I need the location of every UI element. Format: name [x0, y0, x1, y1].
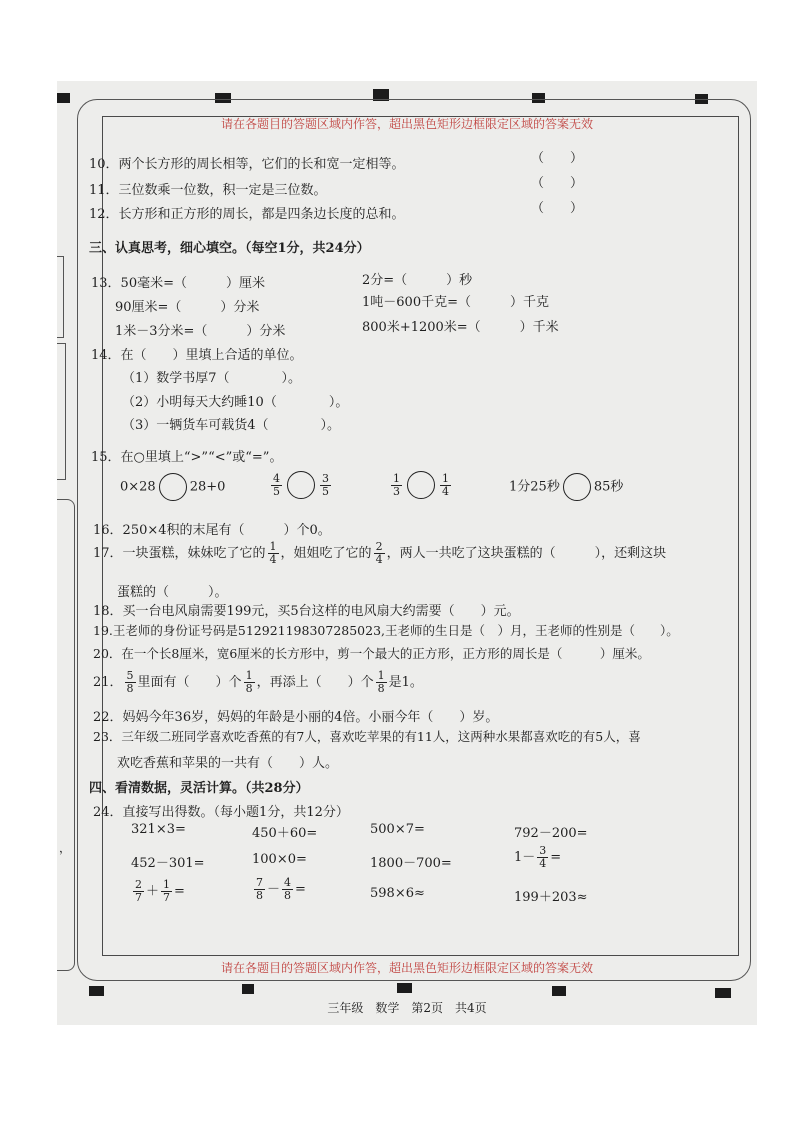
registration-mark [242, 984, 254, 994]
q15-compare-3 [389, 471, 453, 499]
q23-line2: 欢吃香蕉和苹果的一共有（ ）人。 [117, 756, 339, 771]
q17-text: 17．一块蛋糕，妹妹吃了它的 [93, 546, 266, 561]
fraction: $\frac{1}{8}$ [377, 669, 385, 695]
q15-e1-left: 0×28 [120, 479, 156, 495]
section-3-heading: 三、认真思考，细心填空。（每空1分，共24分） [89, 241, 370, 256]
calc-item-fraction [514, 845, 561, 870]
page-footer: 三年级 数学 第2页 共4页 [327, 1001, 487, 1015]
calc-text: 1－ [514, 850, 536, 865]
calc-text: = [550, 850, 562, 865]
q17-line2: 蛋糕的（ ）。 [117, 585, 228, 600]
q13-row2a: 90厘米=（ ）分米 [115, 300, 260, 315]
calc-item-fraction: $\frac{7}{8}$ － $\frac{4}{8}$ = [256, 876, 306, 902]
fraction: $\frac{1}{4}$ [442, 471, 449, 498]
fraction: $\frac{1}{8}$ [245, 669, 253, 695]
calc-item: 450＋60= [252, 826, 318, 841]
q21-text: ，再添上（ ）个 [256, 675, 374, 690]
fraction: $\frac{2}{7}$ [135, 878, 142, 904]
q14-a: （1）数学书厚7（ ）。 [122, 371, 302, 386]
side-box [57, 499, 75, 971]
section-4-heading: 四、看清数据，灵活计算。（共28分） [89, 781, 309, 796]
registration-mark [57, 93, 70, 103]
judge-paren-10[interactable]: （ ） [531, 151, 584, 166]
notice-top: 请在各题目的答题区域内作答，超出黑色矩形边框限定区域的答案无效 [220, 117, 593, 131]
judge-10: 10．两个长方形的周长相等，它们的长和宽一定相等。 [89, 157, 405, 172]
calc-item: 1800－700= [370, 856, 452, 871]
judge-paren-11[interactable]: （ ） [531, 176, 584, 191]
calc-item: 199＋203≈ [514, 890, 588, 905]
side-mark: ， [59, 841, 72, 855]
fraction: $\frac{4}{5}$ [273, 471, 280, 498]
calc-item: 100×0= [252, 852, 307, 867]
registration-mark [552, 986, 566, 996]
fraction: $\frac{3}{5}$ [322, 471, 329, 498]
q13-row1a: 13．50毫米=（ ）厘米 [91, 276, 265, 291]
registration-mark [715, 988, 731, 998]
q15-compare-1 [120, 473, 225, 501]
calc-item: 500×7= [370, 822, 425, 837]
registration-mark [89, 986, 104, 996]
q15-stem: 15．在○里填上“>”“<”或“=”。 [91, 450, 283, 465]
fraction: $\frac{2}{4}$ [375, 540, 383, 566]
q16: 16．250×4积的末尾有（ ）个0。 [93, 523, 331, 538]
q15-compare-4 [509, 473, 623, 501]
q13-row3b: 800米+1200米=（ ）千米 [362, 320, 559, 335]
q13-row1b: 2分=（ ）秒 [362, 273, 473, 288]
calc-item: 452－301= [131, 856, 205, 871]
q17-text: ，姐姐吃了它的 [280, 546, 372, 561]
fraction: $\frac{4}{8}$ [284, 876, 292, 902]
compare-circle[interactable] [159, 473, 187, 501]
fraction: $\frac{1}{3}$ [393, 471, 400, 498]
calc-item: 321×3= [131, 822, 186, 837]
compare-circle[interactable] [563, 473, 591, 501]
judge-11: 11．三位数乘一位数，积一定是三位数。 [89, 183, 327, 198]
q14-stem: 14．在（ ）里填上合适的单位。 [91, 348, 303, 363]
compare-circle[interactable] [287, 471, 315, 499]
q13-row3a: 1米－3分米=（ ）分米 [115, 324, 286, 339]
q14-c: （3）一辆货车可载货4（ ）。 [122, 418, 341, 433]
q15-e1-right: 28+0 [189, 479, 226, 495]
judge-12: 12．长方形和正方形的周长，都是四条边长度的总和。 [89, 207, 405, 222]
fraction: $\frac{5}{8}$ [126, 669, 134, 695]
q21-text: 里面有（ ）个 [137, 675, 242, 690]
calc-item: 792－200= [514, 826, 588, 841]
q15-e4-right: 85秒 [593, 479, 624, 495]
fraction: $\frac{1}{7}$ [163, 878, 171, 904]
q13-row2b: 1吨－600千克=（ ）千克 [362, 295, 549, 310]
q21-text: 21． [93, 675, 123, 690]
calc-item: 598×6≈ [370, 886, 425, 901]
fraction: $\frac{7}{8}$ [256, 876, 263, 902]
q17-text: ，两人一共吃了这块蛋糕的（ ），还剩这块 [386, 546, 667, 561]
q21-text: 是1。 [388, 675, 423, 690]
q17-line1 [93, 541, 666, 566]
fraction: $\frac{1}{4}$ [269, 540, 277, 566]
q18: 18．买一台电风扇需要199元，买5台这样的电风扇大约需要（ ）元。 [93, 604, 520, 619]
side-box [57, 343, 66, 480]
side-box [57, 256, 64, 338]
q19: 19.王老师的身份证号码是512921198307285023,王老师的生日是（ ）月，王老师的性别是（ ）。 [93, 623, 679, 638]
judge-paren-12[interactable]: （ ） [531, 201, 584, 216]
compare-circle[interactable] [407, 471, 435, 499]
q14-b: （2）小明每天大约睡10（ ）。 [122, 395, 349, 410]
q22: 22．妈妈今年36岁，妈妈的年龄是小丽的4倍。小丽今年（ ）岁。 [93, 710, 499, 725]
q15-compare-2 [269, 471, 333, 499]
registration-mark [397, 983, 412, 993]
exam-page [57, 81, 757, 1025]
q23-line1: 23．三年级二班同学喜欢吃香蕉的有7人，喜欢吃苹果的有11人，这两种水果都喜欢吃的有5人，喜 [93, 729, 641, 744]
q24-stem: 24．直接写出得数。（每小题1分，共12分） [93, 805, 349, 820]
fraction: $\frac{3}{4}$ [539, 844, 547, 870]
q15-e4-left: 1分25秒 [509, 479, 560, 495]
q21 [93, 670, 423, 695]
notice-bottom: 请在各题目的答题区域内作答，超出黑色矩形边框限定区域的答案无效 [220, 961, 593, 975]
q20: 20．在一个长8厘米，宽6厘米的长方形中，剪一个最大的正方形，正方形的周长是（ ）厘米。 [93, 646, 650, 661]
calc-item-fraction: $\frac{2}{7}$ ＋ $\frac{1}{7}$ = [135, 878, 185, 904]
